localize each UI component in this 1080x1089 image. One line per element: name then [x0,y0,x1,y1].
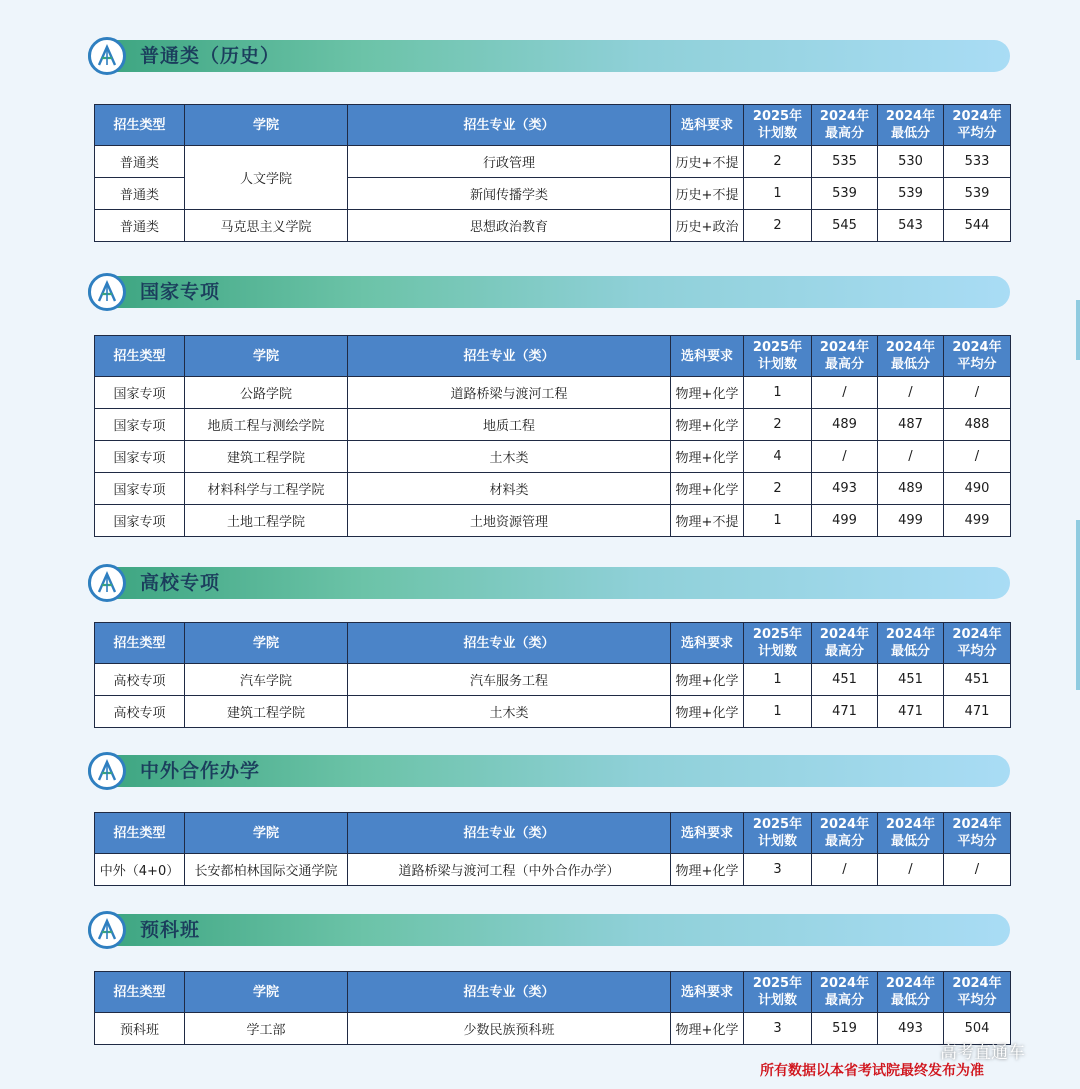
table-cell: 普通类 [95,146,185,178]
admission-table [94,335,1011,537]
column-header [95,336,185,377]
column-header-line: 计划数 [757,644,797,659]
table-cell: 物理+化学 [671,377,744,409]
column-header [185,813,348,854]
edge-decoration [1076,300,1080,360]
column-header-line: 2025年 [752,817,803,832]
table-cell: / [812,441,878,473]
column-header [878,105,944,146]
column-header-line: 学院 [252,825,279,841]
table-header-row [95,813,1011,854]
column-header-line: 2025年 [752,976,803,991]
column-header-line: 招生类型 [113,825,166,841]
column-header [744,813,812,854]
column-header [671,972,744,1013]
column-header [671,105,744,146]
table-cell: 汽车服务工程 [348,664,671,696]
table-row [95,473,1011,505]
column-header-line: 平均分 [957,126,997,141]
column-header-line: 学院 [252,117,279,133]
table-cell: 490 [944,473,1011,505]
column-header-line: 最高分 [824,644,864,659]
column-header [878,623,944,664]
table-cell: 建筑工程学院 [185,441,348,473]
column-header-line: 计划数 [757,126,797,141]
table-cell: 土木类 [348,696,671,728]
table-cell: 国家专项 [95,377,185,409]
table-row [95,377,1011,409]
column-header [878,972,944,1013]
column-header-line: 计划数 [757,357,797,372]
column-header-line: 学院 [252,635,279,651]
column-header [95,623,185,664]
table-cell: 544 [944,210,1011,242]
table-row [95,441,1011,473]
column-header [944,105,1011,146]
column-header-line: 平均分 [957,644,997,659]
table-cell: / [944,377,1011,409]
table-cell: 2 [744,473,812,505]
table-cell: 451 [944,664,1011,696]
table-cell: 530 [878,146,944,178]
table-cell: 519 [812,1013,878,1045]
table-cell: 道路桥梁与渡河工程 [348,377,671,409]
section-title: 高校专项 [140,572,221,594]
column-header-line: 招生类型 [113,348,166,364]
column-header-line: 2024年 [885,627,936,642]
table-cell: 539 [812,178,878,210]
table-header-row [95,105,1011,146]
table-row [95,696,1011,728]
column-header-line: 2024年 [885,340,936,355]
column-header [185,623,348,664]
column-header [671,336,744,377]
column-header-line: 招生专业（类） [463,635,555,651]
table-cell: 人文学院 [185,146,348,210]
table-cell: 预科班 [95,1013,185,1045]
table-cell: 487 [878,409,944,441]
column-header-line: 2024年 [885,817,936,832]
section-banner [88,276,1010,308]
column-header-line: 2024年 [952,817,1002,832]
column-header-line: 招生专业（类） [463,348,555,364]
column-header-line: 最低分 [890,993,930,1008]
table-cell: 533 [944,146,1011,178]
table-row [95,664,1011,696]
column-header [944,336,1011,377]
column-header [878,813,944,854]
column-header [878,336,944,377]
table-cell: 国家专项 [95,409,185,441]
table-cell: / [944,854,1011,886]
column-header [348,105,671,146]
table-cell: 物理+化学 [671,854,744,886]
table-row [95,1013,1011,1045]
table-cell: 地质工程与测绘学院 [185,409,348,441]
column-header-line: 计划数 [757,834,797,849]
column-header-line: 2024年 [952,109,1002,124]
column-header-line: 选科要求 [680,825,733,841]
table-cell: 历史+不提 [671,178,744,210]
table-cell: 2 [744,409,812,441]
table-cell: 488 [944,409,1011,441]
table-cell: 普通类 [95,210,185,242]
table-cell: 汽车学院 [185,664,348,696]
admission-table [94,812,1011,886]
table-cell: 471 [812,696,878,728]
table-cell: 535 [812,146,878,178]
table-cell: 499 [878,505,944,537]
table-cell: / [812,377,878,409]
school-logo-icon [88,37,126,75]
table-cell: 物理+化学 [671,1013,744,1045]
column-header [348,813,671,854]
table-cell: 道路桥梁与渡河工程（中外合作办学） [348,854,671,886]
table-row [95,505,1011,537]
column-header-line: 2024年 [819,627,870,642]
table-cell: 539 [944,178,1011,210]
table-cell: 1 [744,178,812,210]
table-row [95,854,1011,886]
column-header-line: 学院 [252,984,279,1000]
table-cell: 土地资源管理 [348,505,671,537]
table-cell: 少数民族预科班 [348,1013,671,1045]
table-cell: 489 [812,409,878,441]
table-cell: 国家专项 [95,473,185,505]
table-cell: 材料类 [348,473,671,505]
column-header [744,623,812,664]
admission-table [94,971,1011,1045]
column-header-line: 选科要求 [680,348,733,364]
section-title: 中外合作办学 [140,760,261,782]
column-header [671,623,744,664]
table-cell: 土木类 [348,441,671,473]
table-cell: 493 [878,1013,944,1045]
column-header-line: 招生专业（类） [463,984,555,1000]
table-cell: / [878,377,944,409]
column-header-line: 最高分 [824,357,864,372]
column-header-line: 2024年 [885,976,936,991]
table-cell: 1 [744,505,812,537]
table-cell: 2 [744,146,812,178]
column-header-line: 2025年 [752,109,803,124]
table-cell: 499 [944,505,1011,537]
table-cell: 公路学院 [185,377,348,409]
table-cell: 451 [878,664,944,696]
column-header-line: 平均分 [957,834,997,849]
column-header-line: 平均分 [957,357,997,372]
column-header-line: 平均分 [957,993,997,1008]
table-cell: 历史+不提 [671,146,744,178]
column-header-line: 最低分 [890,834,930,849]
school-logo-icon [88,564,126,602]
column-header-line: 最低分 [890,126,930,141]
table-cell: 2 [744,210,812,242]
table-cell: 普通类 [95,178,185,210]
column-header-line: 2024年 [952,627,1002,642]
column-header [185,972,348,1013]
column-header-line: 选科要求 [680,635,733,651]
column-header-line: 最高分 [824,993,864,1008]
table-cell: 马克思主义学院 [185,210,348,242]
table-row [95,146,1011,178]
table-cell: 高校专项 [95,664,185,696]
table-cell: 1 [744,664,812,696]
table-cell: 学工部 [185,1013,348,1045]
column-header [744,105,812,146]
edge-decoration [1076,520,1080,690]
column-header-line: 2024年 [952,976,1002,991]
column-header [744,336,812,377]
table-cell: 物理+不提 [671,505,744,537]
table-cell: 地质工程 [348,409,671,441]
column-header-line: 最高分 [824,834,864,849]
column-header [744,972,812,1013]
school-logo-icon [88,752,126,790]
table-cell: 539 [878,178,944,210]
table-cell: 1 [744,696,812,728]
table-cell: / [878,441,944,473]
table-cell: 建筑工程学院 [185,696,348,728]
column-header [812,813,878,854]
table-header-row [95,623,1011,664]
table-cell: 物理+化学 [671,696,744,728]
column-header [95,972,185,1013]
table-cell: 451 [812,664,878,696]
column-header [348,623,671,664]
column-header [95,105,185,146]
footnote: 所有数据以本省考试院最终发布为准 [760,1063,984,1079]
table-cell: 物理+化学 [671,664,744,696]
column-header-line: 2025年 [752,340,803,355]
column-header-line: 2024年 [819,817,870,832]
column-header-line: 2024年 [819,976,870,991]
column-header [944,972,1011,1013]
column-header-line: 招生类型 [113,635,166,651]
section-banner [88,567,1010,599]
section-title: 国家专项 [140,281,221,303]
school-logo-icon [88,273,126,311]
column-header-line: 选科要求 [680,984,733,1000]
table-cell: 中外（4+0） [95,854,185,886]
table-cell: 4 [744,441,812,473]
section-title: 预科班 [140,919,201,941]
table-cell: 物理+化学 [671,409,744,441]
admission-table [94,104,1011,242]
column-header-line: 选科要求 [680,117,733,133]
column-header [812,623,878,664]
table-cell: 国家专项 [95,505,185,537]
table-cell: 489 [878,473,944,505]
column-header-line: 2025年 [752,627,803,642]
table-cell: 504 [944,1013,1011,1045]
table-cell: 思想政治教育 [348,210,671,242]
table-cell: 行政管理 [348,146,671,178]
column-header [944,623,1011,664]
table-cell: 3 [744,1013,812,1045]
column-header [185,336,348,377]
column-header-line: 2024年 [952,340,1002,355]
column-header [348,972,671,1013]
admission-table [94,622,1011,728]
column-header-line: 计划数 [757,993,797,1008]
column-header [812,336,878,377]
table-cell: 高校专项 [95,696,185,728]
section-banner [88,914,1010,946]
column-header [671,813,744,854]
table-cell: 国家专项 [95,441,185,473]
table-cell: 材料科学与工程学院 [185,473,348,505]
table-row [95,210,1011,242]
column-header-line: 最低分 [890,644,930,659]
school-logo-icon [88,911,126,949]
column-header [944,813,1011,854]
table-cell: / [812,854,878,886]
table-cell: 1 [744,377,812,409]
table-cell: 471 [944,696,1011,728]
column-header-line: 最低分 [890,357,930,372]
column-header [185,105,348,146]
table-cell: 物理+化学 [671,473,744,505]
column-header [812,972,878,1013]
table-cell: 3 [744,854,812,886]
column-header-line: 最高分 [824,126,864,141]
table-row [95,409,1011,441]
table-header-row [95,336,1011,377]
table-cell: 543 [878,210,944,242]
column-header-line: 学院 [252,348,279,364]
section-title: 普通类（历史） [140,45,281,67]
table-cell: 历史+政治 [671,210,744,242]
table-cell: 471 [878,696,944,728]
column-header-line: 招生类型 [113,984,166,1000]
column-header-line: 2024年 [885,109,936,124]
column-header-line: 2024年 [819,340,870,355]
table-cell: 长安都柏林国际交通学院 [185,854,348,886]
column-header [95,813,185,854]
watermark: 高考直通车 [940,1043,1025,1063]
column-header-line: 招生专业（类） [463,117,555,133]
table-header-row [95,972,1011,1013]
table-cell: / [878,854,944,886]
table-cell: 土地工程学院 [185,505,348,537]
table-cell: 新闻传播学类 [348,178,671,210]
column-header [812,105,878,146]
column-header-line: 招生类型 [113,117,166,133]
column-header-line: 2024年 [819,109,870,124]
column-header-line: 招生专业（类） [463,825,555,841]
column-header [348,336,671,377]
table-cell: 493 [812,473,878,505]
table-cell: 499 [812,505,878,537]
table-cell: 物理+化学 [671,441,744,473]
table-cell: 545 [812,210,878,242]
table-cell: / [944,441,1011,473]
